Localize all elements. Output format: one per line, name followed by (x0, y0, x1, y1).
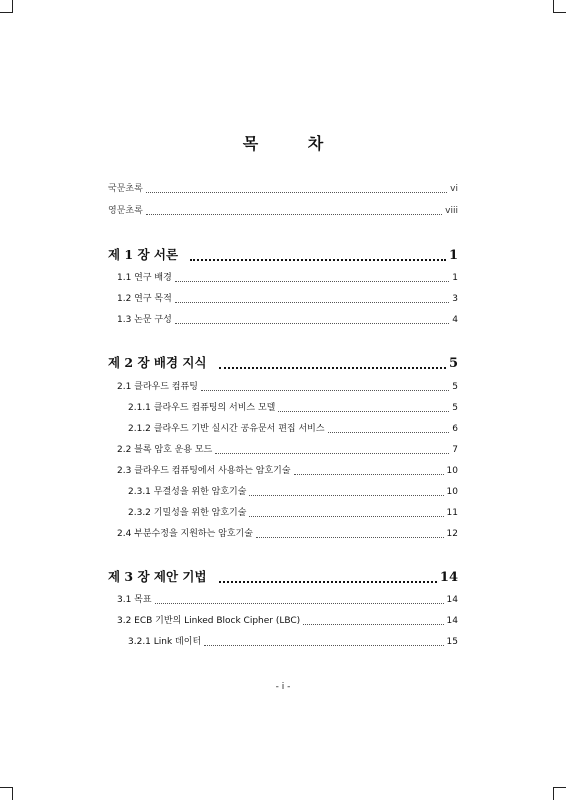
dot-leader (204, 637, 443, 646)
toc-chapter-3[interactable] (108, 569, 458, 586)
dot-leader (249, 508, 443, 517)
toc-entry-2-4[interactable] (117, 528, 458, 540)
crop-mark-bottom-left (0, 787, 13, 800)
page-title: 목 차 (242, 134, 346, 153)
toc-page: 14 (446, 616, 458, 626)
dot-leader (215, 445, 449, 454)
dot-leader (155, 595, 444, 604)
toc-label: 1.3 논문 구성 (117, 315, 172, 325)
toc-label: 2.1.2 클라우드 기반 실시간 공유문서 편집 서비스 (128, 424, 325, 434)
toc-label: 2.2 블록 암호 운용 모드 (117, 445, 213, 455)
toc-chapter-label: 제 2 장 배경 지식 (108, 355, 207, 370)
dot-leader (249, 487, 443, 496)
dot-leader (328, 424, 449, 433)
toc-label: 3.1 목표 (117, 595, 152, 605)
toc-label: 2.4 부분수정을 지원하는 암호기술 (117, 529, 253, 539)
dot-leader (256, 529, 444, 538)
dot-leader (146, 206, 442, 215)
toc-entry-3-1[interactable] (117, 594, 458, 606)
toc-page: 14 (439, 570, 458, 585)
toc-label: 3.2 ECB 기반의 Linked Block Cipher (LBC) (117, 616, 301, 626)
toc-label: 2.3 클라우드 컴퓨팅에서 사용하는 암호기술 (117, 466, 291, 476)
toc-label: 2.1 클라우드 컴퓨팅 (117, 382, 198, 392)
toc-entry-2-1-2[interactable] (128, 423, 458, 435)
dot-leader (294, 466, 444, 475)
dot-leader (303, 616, 443, 625)
toc-entry-2-3[interactable] (117, 465, 458, 477)
toc-page: 12 (446, 529, 458, 539)
toc-label: 2.1.1 클라우드 컴퓨팅의 서비스 모델 (128, 403, 276, 413)
toc-page: 14 (446, 595, 458, 605)
crop-mark-top-right (553, 0, 566, 13)
toc-entry-2-3-1[interactable] (128, 486, 458, 498)
toc-label: 국문초록 (108, 184, 143, 194)
toc-label: 2.3.2 기밀성을 위한 암호기술 (128, 508, 247, 518)
toc-label: 2.3.1 무결성을 위한 암호기술 (128, 487, 247, 497)
toc-page: 1 (448, 248, 458, 263)
dot-leader (190, 249, 446, 261)
dot-leader (175, 294, 449, 303)
toc-label: 3.2.1 Link 데이터 (128, 637, 202, 647)
crop-mark-bottom-right (553, 787, 566, 800)
toc-front-abstract-en[interactable] (108, 205, 458, 217)
toc-label: 영문초록 (108, 206, 143, 216)
toc-chapter-label: 제 3 장 제안 기법 (108, 569, 207, 584)
toc-page: 10 (446, 466, 458, 476)
toc-entry-3-2[interactable] (117, 615, 458, 627)
dot-leader (219, 357, 446, 369)
toc-page: 5 (448, 356, 458, 371)
toc-entry-2-1-1[interactable] (128, 402, 458, 414)
toc-entry-2-2[interactable] (117, 444, 458, 456)
toc-entry-1-1[interactable] (117, 272, 458, 284)
toc-page: 4 (452, 315, 458, 325)
toc-page: vi (450, 184, 458, 194)
toc-page: 7 (452, 445, 458, 455)
toc-page: 5 (452, 382, 458, 392)
dot-leader (201, 382, 449, 391)
dot-leader (219, 571, 437, 583)
toc-page: 15 (446, 637, 458, 647)
toc-page: viii (445, 206, 458, 216)
toc-chapter-2[interactable] (108, 355, 458, 372)
toc-page: 10 (446, 487, 458, 497)
dot-leader (278, 403, 449, 412)
toc-page: 3 (452, 294, 458, 304)
dot-leader (175, 315, 449, 324)
toc-page: 5 (452, 403, 458, 413)
toc-chapter-label: 제 1 장 서론 (108, 247, 179, 262)
toc-front-abstract-ko[interactable] (108, 183, 458, 195)
toc-chapter-1[interactable] (108, 247, 458, 264)
toc-page: 1 (452, 273, 458, 283)
toc-page: 11 (446, 508, 458, 518)
toc-entry-2-3-2[interactable] (128, 507, 458, 519)
crop-mark-top-left (0, 0, 13, 13)
toc-entry-3-2-1[interactable] (128, 636, 458, 648)
toc-entry-2-1[interactable] (117, 381, 458, 393)
toc-entry-1-3[interactable] (117, 314, 458, 326)
page-number-footer: - i - (275, 682, 291, 692)
dot-leader (146, 184, 447, 193)
toc-label: 1.1 연구 배경 (117, 273, 172, 283)
toc-page: 6 (452, 424, 458, 434)
toc-entry-1-2[interactable] (117, 293, 458, 305)
dot-leader (175, 273, 449, 282)
toc-label: 1.2 연구 목적 (117, 294, 172, 304)
